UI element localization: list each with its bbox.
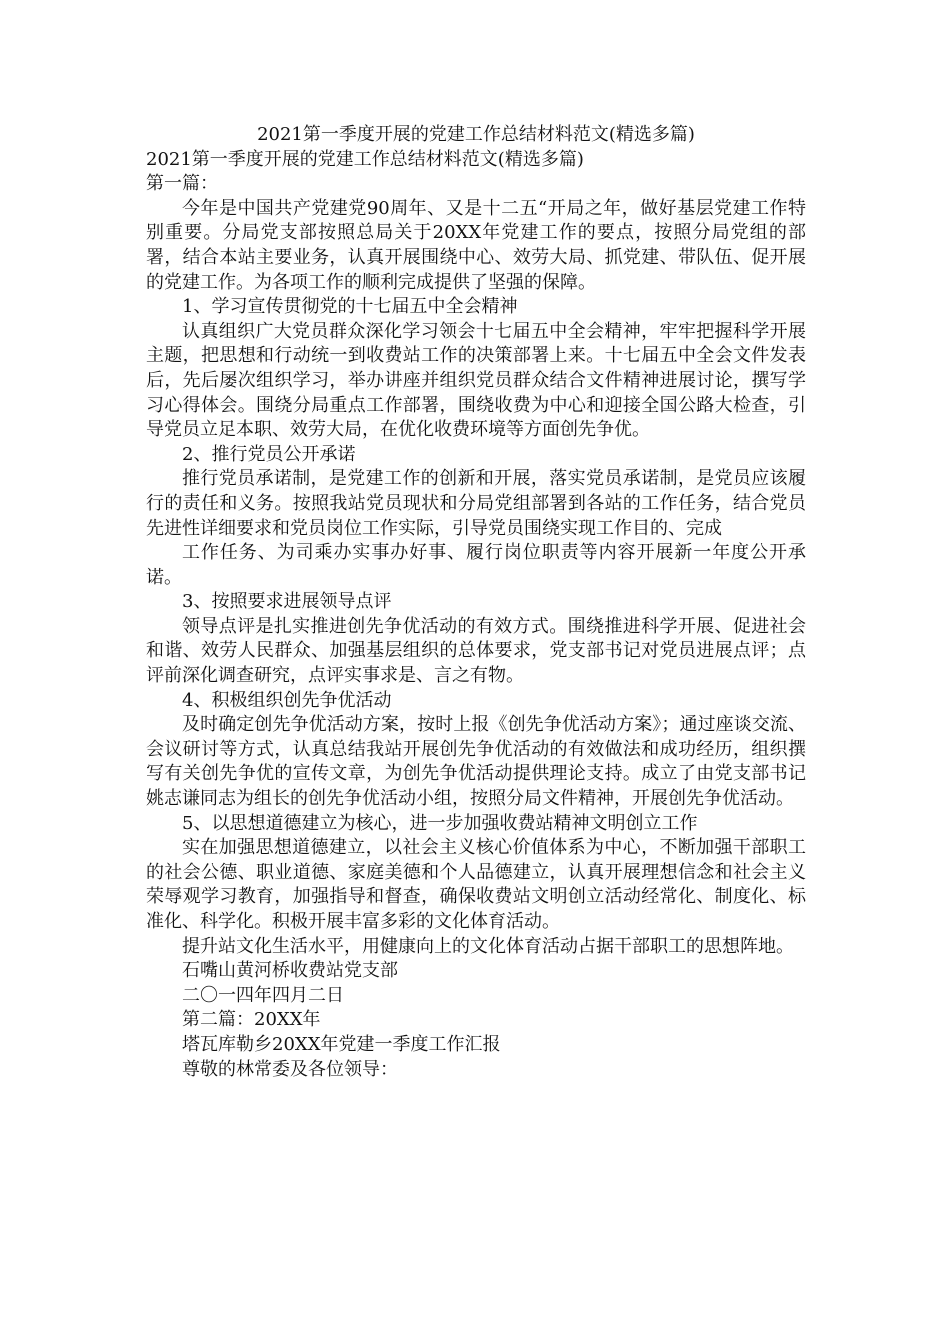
section-paragraph-5a: 实在加强思想道德建立，以社会主义核心价值体系为中心，不断加强干部职工的社会公德、职业道德、家庭美德和个人品德建立，认真开展理想信念和社会主义荣辱观学习教育，加强指导和督查，确保收费站文明创立活动经常化、制度化、标准化、科学化。积极开展丰富多彩的文化体育活动。 [146,837,806,932]
document-title: 2021第一季度开展的党建工作总结材料范文(精选多篇) [257,124,695,145]
section-paragraph-5b: 提升站文化生活水平，用健康向上的文化体育活动占据干部职工的思想阵地。 [182,935,794,957]
document-subtitle: 2021第一季度开展的党建工作总结材料范文(精选多篇) [146,148,584,170]
document-page [146,123,806,1082]
section-heading-2: 2、推行党员公开承诺 [182,443,356,465]
intro-paragraph: 今年是中国共产党建党90周年、又是十二五“开局之年，做好基层党建工作特别重要。分局党支部按照总局关于20XX年党建工作的要点，按照分局党组的部署，结合本站主要业务，认真开展围绕中心、效劳大局、抓党建、带队伍、促开展的党建工作。为各项工作的顺利完成提供了坚强的保障。 [146,197,806,293]
section-paragraph-4: 及时确定创先争优活动方案，按时上报《创先争优活动方案》；通过座谈交流、会议研讨等方式，认真总结我站开展创先争优活动的有效做法和成功经历，组织撰写有关创先争优的宣传文章，为创先争优活动提供理论支持。成立了由党支部书记姚志谦同志为组长的创先争优活动小组，按照分局文件精神，开展创先争优活动。 [146,714,806,810]
signature-organization: 石嘴山黄河桥收费站党支部 [182,960,398,982]
part-one-heading: 第一篇： [146,173,218,195]
section-heading-4: 4、积极组织创先争优活动 [182,689,392,711]
section-paragraph-3: 领导点评是扎实推进创先争优活动的有效方式。围绕推进科学开展、促进社会和谐、效劳人民群众、加强基层组织的总体要求，党支部书记对党员进展点评；点评前深化调查研究，点评实事求是、言之有物。 [146,615,806,687]
salutation: 尊敬的林常委及各位领导： [182,1058,398,1080]
section-paragraph-2a: 推行党员承诺制，是党建工作的创新和开展，落实党员承诺制，是党员应该履行的责任和义务。按照我站党员现状和分局党组部署到各站的工作任务，结合党员先进性详细要求和党员岗位工作实际，引导党员围绕实现工作目的、完成 [146,468,806,539]
section-paragraph-1: 认真组织广大党员群众深化学习领会十七届五中全会精神，牢牢把握科学开展主题，把思想和行动统一到收费站工作的决策部署上来。十七届五中全会文件发表后，先后屡次组织学习，举办讲座并组织党员群众结合文件精神进展讨论，撰写学习心得体会。围绕分局重点工作部署，围绕收费为中心和迎接全国公路大检查，引导党员立足本职、效劳大局，在优化收费环境等方面创先争优。 [146,320,806,441]
part-two-title: 塔瓦库勒乡20XX年党建一季度工作汇报 [182,1033,501,1055]
signature-date: 二〇一四年四月二日 [182,984,344,1006]
part-two-heading: 第二篇：20XX年 [182,1009,321,1031]
section-heading-5: 5、以思想道德建立为核心，进一步加强收费站精神文明创立工作 [182,812,698,834]
section-heading-3: 3、按照要求进展领导点评 [182,591,392,613]
section-paragraph-2b: 工作任务、为司乘办实事办好事、履行岗位职责等内容开展新一年度公开承诺。 [146,542,806,588]
section-heading-1: 1、学习宣传贯彻党的十七届五中全会精神 [182,296,518,318]
